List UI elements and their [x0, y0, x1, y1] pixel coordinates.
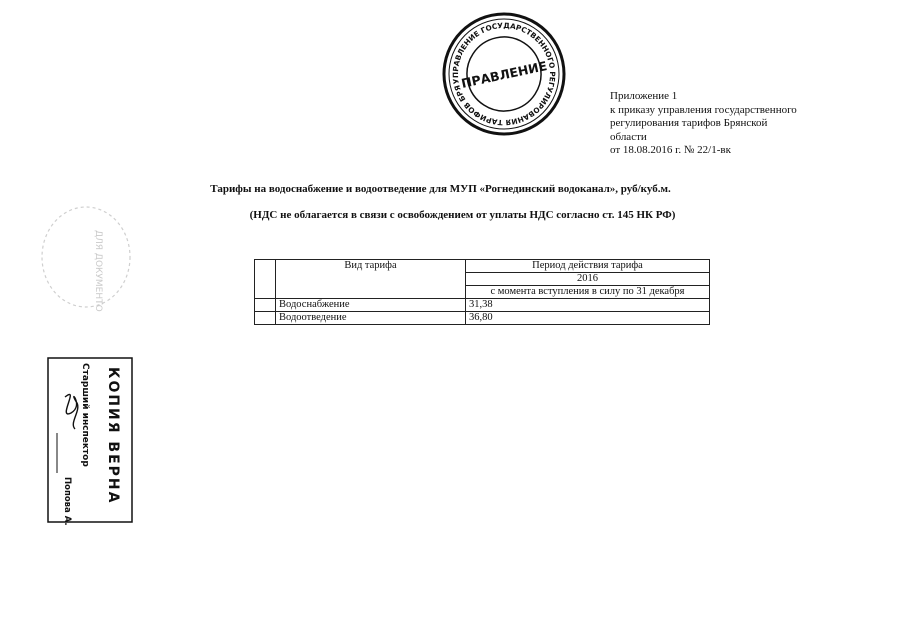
table-blank-cell [255, 312, 276, 325]
faint-stamp-text: ДЛЯ ДОКУМЕНТОВ [93, 230, 103, 312]
header-tariff-type: Вид тарифа [276, 260, 466, 299]
row-tariff-value: 31,38 [466, 299, 710, 312]
tariff-table [254, 259, 710, 325]
annex-line-1: Приложение 1 [610, 90, 678, 102]
annex-line-5: от 18.08.2016 г. № 22/1-вк [610, 144, 731, 156]
copy-stamp-role: Старший инспектор [80, 363, 90, 467]
document-title: Тарифы на водоснабжение и водоотведение для МУП «Рогнединский водоканал», руб/куб.м. [210, 183, 671, 195]
table-row [255, 312, 710, 325]
row-tariff-name: Водоотведение [276, 312, 466, 325]
header-period: Период действия тарифа [466, 260, 710, 273]
stamp-ring-text: УПРАВЛЕНИЕ ГОСУДАРСТВЕННОГО РЕГУЛИРОВАНИЯ ТАРИФОВ БРЯНСКОЙ [450, 20, 558, 128]
annex-header [610, 90, 850, 158]
header-year: 2016 [466, 273, 710, 286]
table-blank-cell [255, 299, 276, 312]
signature-icon [65, 394, 78, 429]
copy-stamp-name: Попова А.А. [62, 477, 72, 525]
header-period-desc: с момента вступления в силу по 31 декабря [466, 286, 710, 299]
row-tariff-name: Водоснабжение [276, 299, 466, 312]
annex-line-2: к приказу управления государственного [610, 103, 797, 116]
stamp-center-text: ПРАВЛЕНИЕ [459, 58, 549, 91]
table-blank-cell [255, 260, 276, 299]
annex-line-3: регулирования тарифов Брянской [610, 117, 768, 129]
row-tariff-value: 36,80 [466, 312, 710, 325]
copy-certified-stamp [45, 355, 135, 530]
official-round-stamp [440, 10, 568, 143]
annex-line-4: области [610, 130, 647, 143]
table-header-row [255, 260, 710, 273]
table-row [255, 299, 710, 312]
copy-stamp-title: КОПИЯ ВЕРНА [105, 367, 121, 505]
document-subtitle: (НДС не облагается в связи с освобождением от уплаты НДС согласно ст. 145 НК РФ) [249, 209, 676, 221]
